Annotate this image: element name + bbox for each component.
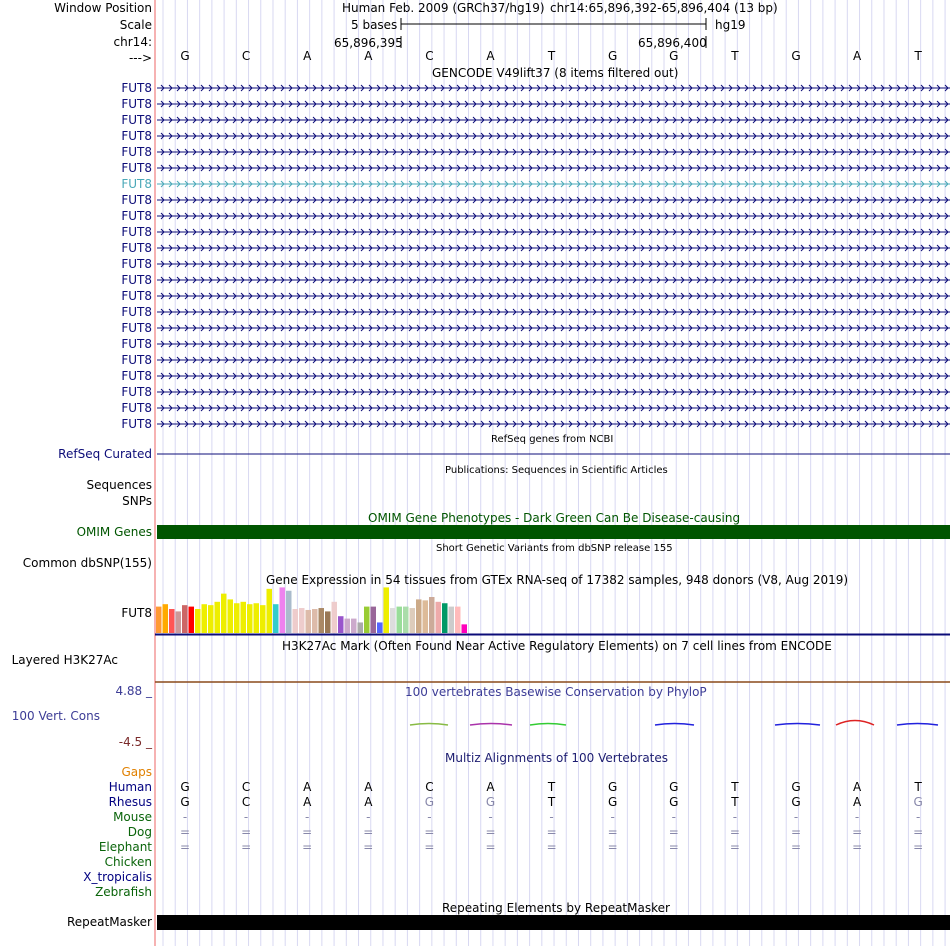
gtex-bar — [377, 622, 383, 633]
aligned-base: A — [303, 780, 312, 794]
aligned-base: = — [790, 840, 802, 854]
species-label[interactable]: Chicken — [104, 855, 152, 869]
aligned-base: A — [852, 780, 862, 794]
species-label[interactable]: Mouse — [113, 810, 152, 824]
gtex-bar — [312, 609, 318, 633]
aligned-base: = — [302, 825, 313, 839]
dbsnp-label[interactable]: Common dbSNP(155) — [22, 556, 152, 570]
strand-label: ---> — [128, 51, 152, 65]
aligned-base: G — [669, 795, 679, 809]
gtex-bar — [163, 604, 169, 633]
gene-label[interactable]: FUT8 — [121, 321, 152, 335]
dbsnp-track-title: Short Genetic Variants from dbSNP release 155 — [436, 543, 673, 554]
window-position-label: Window Position — [54, 1, 152, 15]
gene-label[interactable]: FUT8 — [121, 289, 152, 303]
gtex-bar — [462, 624, 468, 633]
gene-label[interactable]: FUT8 — [121, 97, 152, 111]
gtex-bar — [423, 600, 429, 633]
gene-label[interactable]: FUT8 — [121, 225, 152, 239]
aligned-base: C — [241, 795, 251, 809]
aligned-base: = — [790, 825, 802, 839]
base-letter: A — [852, 49, 862, 63]
base-letter: A — [303, 49, 312, 63]
base-letter: G — [669, 49, 679, 63]
refseq-label[interactable]: RefSeq Curated — [58, 447, 152, 461]
gtex-bar — [371, 607, 377, 633]
aligned-base: = — [363, 840, 374, 854]
gene-label[interactable]: FUT8 — [121, 273, 152, 287]
aligned-base: = — [241, 840, 252, 854]
gtex-bar — [351, 619, 357, 633]
gtex-bar — [416, 599, 422, 633]
aligned-base: = — [546, 840, 557, 854]
aligned-base: G — [669, 780, 679, 794]
gtex-bar — [384, 587, 390, 633]
gene-label[interactable]: FUT8 — [121, 257, 152, 271]
phylop-score-mark — [530, 724, 566, 726]
aligned-base: - — [488, 810, 493, 824]
gtex-bar — [358, 622, 364, 633]
gtex-bar — [176, 611, 182, 633]
aligned-base: G — [180, 795, 190, 809]
base-letter: C — [425, 49, 434, 63]
aligned-base: G — [485, 795, 496, 809]
species-label[interactable]: Zebrafish — [95, 885, 152, 899]
gene-label[interactable]: FUT8 — [121, 385, 152, 399]
aligned-base: - — [366, 810, 371, 824]
gtex-bar — [156, 607, 162, 633]
gtex-bar — [247, 604, 253, 633]
gene-label[interactable]: FUT8 — [121, 129, 152, 143]
gtex-bar — [280, 587, 286, 633]
gtex-bar — [234, 603, 240, 633]
gene-label[interactable]: FUT8 — [121, 337, 152, 351]
h3k27ac-label[interactable]: Layered H3K27Ac — [11, 653, 118, 667]
aligned-base: G — [791, 795, 801, 809]
aligned-base: = — [913, 840, 924, 854]
aligned-base: G — [791, 780, 801, 794]
aligned-base: A — [852, 795, 862, 809]
aligned-base: = — [668, 840, 679, 854]
aligned-base: - — [427, 810, 432, 824]
gtex-bar — [195, 609, 201, 633]
phylop-max: 4.88 _ — [115, 684, 152, 698]
gtex-bar — [241, 602, 247, 633]
gene-label[interactable]: FUT8 — [121, 193, 152, 207]
aligned-base: A — [364, 795, 373, 809]
gtex-bar — [455, 607, 461, 633]
gtex-bar — [390, 608, 396, 633]
aligned-base: - — [854, 810, 860, 824]
gtex-bar — [286, 591, 292, 633]
aligned-base: G — [180, 780, 190, 794]
gencode-track-title: GENCODE V49lift37 (8 items filtered out) — [432, 66, 679, 80]
gtex-track-title: Gene Expression in 54 tissues from GTEx RNA-seq of 17382 samples, 948 donors (V8, Aug 2019) — [266, 573, 849, 587]
aligned-base: = — [424, 840, 435, 854]
assembly-title: Human Feb. 2009 (GRCh37/hg19) — [342, 1, 545, 15]
gtex-bar — [260, 605, 266, 633]
aligned-base: - — [182, 810, 188, 824]
gtex-bar — [319, 608, 325, 633]
aligned-base: = — [363, 825, 374, 839]
phylop-score-mark — [410, 724, 448, 726]
aligned-base: C — [241, 780, 251, 794]
gtex-bar — [254, 603, 260, 633]
phylop-score-mark — [775, 724, 820, 726]
gene-label[interactable]: FUT8 — [121, 209, 152, 223]
gtex-bar — [273, 604, 279, 633]
position-readout: chr14:65,896,392-65,896,404 (13 bp) — [550, 1, 778, 15]
scale-label: Scale — [119, 18, 152, 32]
aligned-base: = — [852, 825, 863, 839]
phylop-score-mark — [836, 721, 874, 726]
base-letter: T — [547, 49, 556, 63]
gtex-bar — [228, 599, 234, 633]
gtex-bar — [215, 602, 221, 633]
gene-label[interactable]: FUT8 — [121, 145, 152, 159]
aligned-base: T — [731, 795, 739, 809]
gtex-bar — [202, 604, 208, 633]
refseq-track-title: RefSeq genes from NCBI — [491, 434, 614, 445]
h3k27ac-track-title: H3K27Ac Mark (Often Found Near Active Regulatory Elements) on 7 cell lines from ENCODE — [282, 639, 832, 653]
aligned-base: - — [243, 810, 249, 824]
aligned-base: - — [916, 810, 921, 824]
phylop-score-mark — [655, 724, 694, 726]
gtex-bar — [338, 616, 344, 633]
aligned-base: = — [607, 840, 618, 854]
gtex-bar — [325, 611, 331, 633]
gene-label[interactable]: FUT8 — [121, 417, 152, 431]
aligned-base: = — [546, 825, 557, 839]
species-label[interactable]: Human — [108, 780, 152, 794]
publications-track-title: Publications: Sequences in Scientific Articles — [445, 465, 668, 476]
species-label[interactable]: Elephant — [98, 840, 152, 854]
phylop-track-title: 100 vertebrates Basewise Conservation by PhyloP — [405, 685, 707, 699]
base-letter: G — [791, 49, 801, 63]
gtex-bar — [221, 594, 227, 633]
chrom-label: chr14: — [113, 35, 152, 49]
gene-label[interactable]: FUT8 — [121, 161, 152, 175]
scale-text: 5 bases — [351, 18, 398, 32]
coord-right: 65,896,400 — [638, 36, 707, 50]
aligned-base: G — [913, 795, 923, 809]
aligned-base: = — [668, 825, 679, 839]
gtex-bar — [364, 607, 370, 633]
aligned-base: = — [852, 840, 863, 854]
aligned-base: = — [241, 825, 252, 839]
repeatmasker-track-title: Repeating Elements by RepeatMasker — [442, 901, 670, 915]
gtex-bar — [449, 607, 455, 633]
aligned-base: G — [608, 795, 618, 809]
gtex-bar — [293, 609, 299, 633]
base-letter: G — [180, 49, 190, 63]
aligned-base: A — [486, 780, 495, 794]
gaps-label[interactable]: Gaps — [121, 765, 152, 779]
gene-label[interactable]: FUT8 — [121, 305, 152, 319]
gtex-bar — [442, 603, 448, 633]
aligned-base: = — [485, 825, 496, 839]
base-letter: T — [731, 49, 739, 63]
gtex-bar — [189, 607, 195, 633]
aligned-base: G — [608, 780, 618, 794]
gtex-bar — [429, 597, 435, 633]
aligned-base: = — [485, 840, 496, 854]
aligned-base: = — [913, 825, 924, 839]
aligned-base: - — [732, 810, 738, 824]
gene-label[interactable]: FUT8 — [121, 177, 152, 191]
gtex-bar — [410, 608, 416, 633]
snps-label[interactable]: SNPs — [122, 494, 152, 508]
aligned-base: - — [671, 810, 676, 824]
aligned-base: - — [610, 810, 615, 824]
db-name: hg19 — [715, 18, 746, 32]
coord-left: 65,896,395 — [334, 36, 403, 50]
aligned-base: C — [425, 780, 434, 794]
base-letter: G — [608, 49, 618, 63]
gtex-bar — [306, 610, 312, 633]
gtex-bar — [345, 619, 351, 633]
aligned-base: T — [547, 795, 556, 809]
phylop-score-mark — [897, 724, 938, 726]
phylop-min: -4.5 _ — [118, 735, 152, 749]
omim-bar — [157, 525, 950, 539]
repeatmasker-label[interactable]: RepeatMasker — [66, 915, 152, 929]
gene-label[interactable]: FUT8 — [121, 113, 152, 127]
repeatmasker-bar — [157, 915, 950, 930]
phylop-score-mark — [470, 724, 512, 726]
gene-label[interactable]: FUT8 — [121, 81, 152, 95]
aligned-base: - — [793, 810, 799, 824]
aligned-base: = — [424, 825, 435, 839]
aligned-base: G — [424, 795, 435, 809]
omim-label[interactable]: OMIM Genes — [76, 525, 152, 539]
gtex-bar — [182, 605, 188, 633]
gene-label[interactable]: FUT8 — [121, 353, 152, 367]
aligned-base: T — [914, 780, 922, 794]
gtex-bar — [299, 608, 305, 633]
aligned-base: - — [549, 810, 554, 824]
aligned-base: - — [305, 810, 310, 824]
aligned-base: T — [547, 780, 556, 794]
omim-track-title: OMIM Gene Phenotypes - Dark Green Can Be Disease-causing — [368, 511, 741, 525]
base-letter: A — [364, 49, 373, 63]
base-letter: A — [486, 49, 495, 63]
aligned-base: A — [303, 795, 312, 809]
aligned-base: T — [731, 780, 739, 794]
aligned-base: = — [179, 840, 191, 854]
species-label[interactable]: Rhesus — [108, 795, 152, 809]
gtex-label[interactable]: FUT8 — [121, 606, 152, 620]
gene-label[interactable]: FUT8 — [121, 241, 152, 255]
aligned-base: = — [729, 840, 740, 854]
aligned-base: = — [302, 840, 313, 854]
aligned-base: A — [364, 780, 373, 794]
gtex-bar — [267, 589, 273, 633]
base-letter: C — [241, 49, 251, 63]
aligned-base: = — [179, 825, 191, 839]
multiz-track-title: Multiz Alignments of 100 Vertebrates — [445, 751, 669, 765]
aligned-base: = — [607, 825, 618, 839]
gene-label[interactable]: FUT8 — [121, 401, 152, 415]
gtex-bar — [436, 602, 442, 633]
species-label[interactable]: X_tropicalis — [83, 870, 152, 884]
phylop-label[interactable]: 100 Vert. Cons — [11, 709, 100, 723]
gtex-bar — [397, 607, 403, 633]
aligned-base: = — [729, 825, 740, 839]
gtex-bar — [169, 609, 175, 633]
gtex-bar — [403, 607, 409, 633]
species-label[interactable]: Dog — [127, 825, 152, 839]
gtex-bar — [332, 602, 338, 633]
gtex-bar — [208, 605, 214, 633]
base-letter: T — [914, 49, 922, 63]
gene-label[interactable]: FUT8 — [121, 369, 152, 383]
sequences-label[interactable]: Sequences — [86, 478, 152, 492]
